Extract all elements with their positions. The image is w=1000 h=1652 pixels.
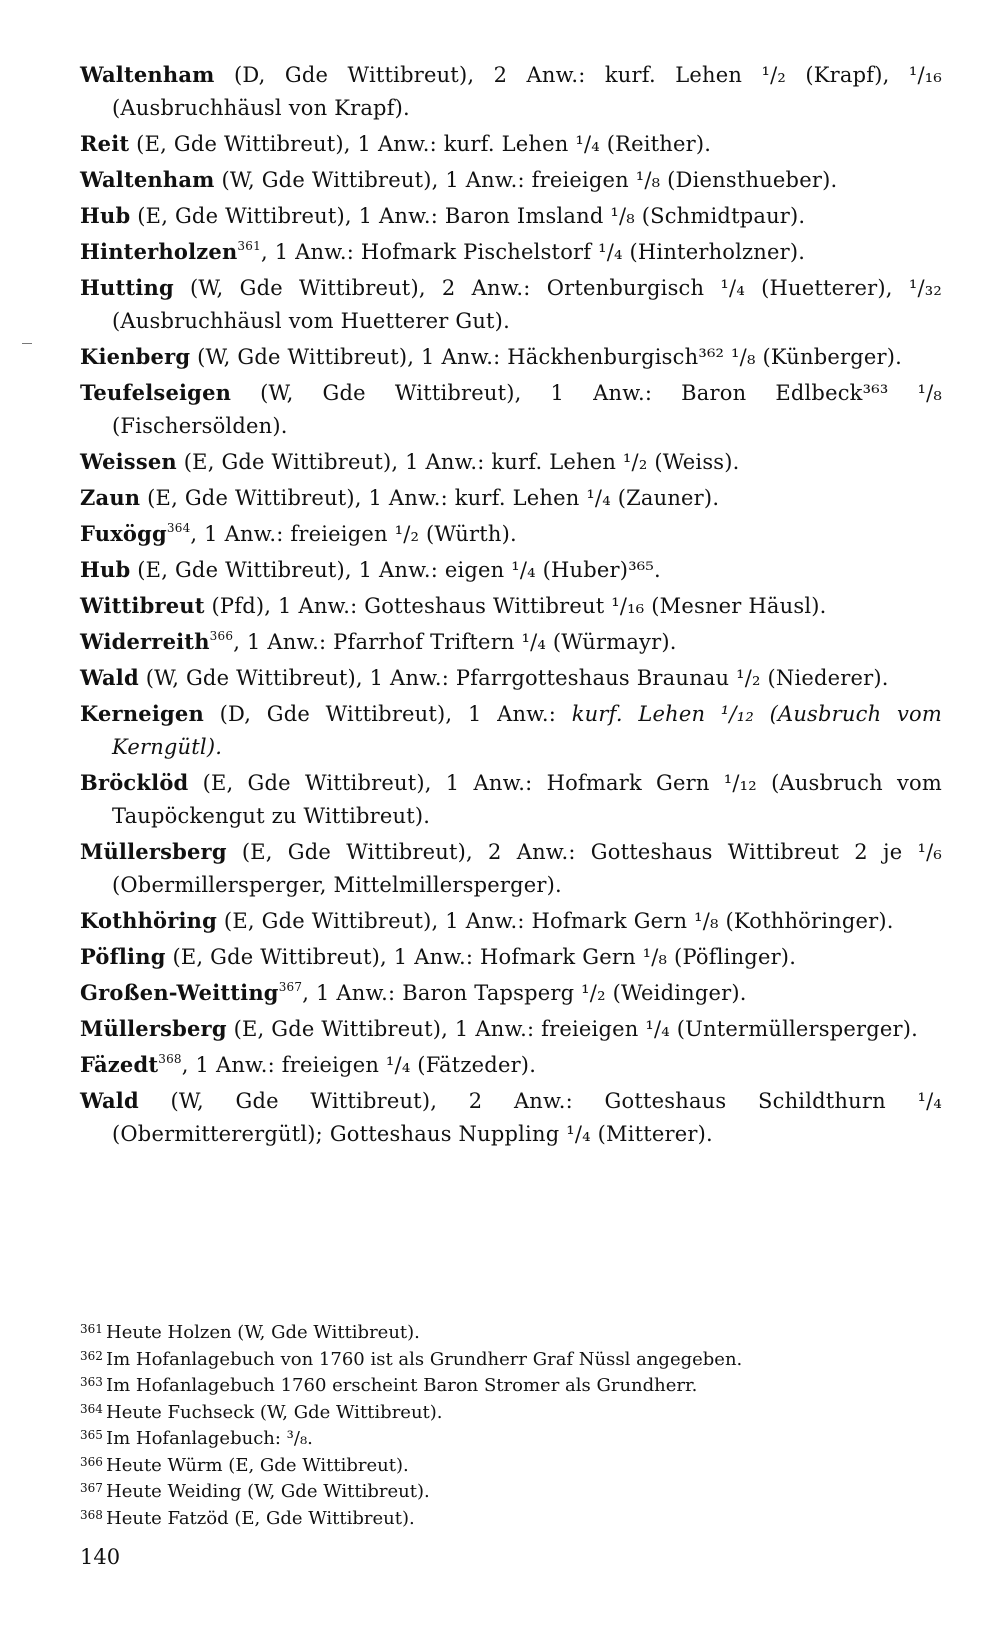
place-name: Müllersberg [80, 839, 227, 864]
entry-text: (E, Gde Wittibreut), 1 Anw.: Hofmark Gern ¹/₈ (Pöflinger). [165, 945, 797, 969]
entry-5 [80, 271, 942, 338]
entry-text: (E, Gde Wittibreut), 1 Anw.: eigen ¹/₄ (Huber)³⁶⁵. [130, 558, 661, 582]
entry-2 [80, 163, 942, 197]
place-name: Reit [80, 131, 130, 156]
entry-text: , 1 Anw.: Pfarrhof Triftern ¹/₄ (Würmayr). [233, 630, 677, 654]
place-name: Zaun [80, 485, 141, 510]
place-name: Großen-Weitting [80, 980, 279, 1005]
place-name: Hub [80, 203, 131, 228]
entry-12 [80, 589, 942, 623]
place-name: Waltenham [80, 167, 215, 192]
entry-10 [80, 517, 942, 551]
entry-text: (W, Gde Wittibreut), 2 Anw.: Gotteshaus Schildthurn ¹/₄ (Obermitterergütl); Gotteshaus Nuppling ¹/₄ (Mitterer). [112, 1089, 942, 1146]
entry-23 [80, 1084, 942, 1151]
place-name: Hinterholzen [80, 239, 238, 264]
place-name: Bröcklöd [80, 770, 189, 795]
footnote [80, 1345, 942, 1372]
entry-text: , 1 Anw.: freieigen ¹/₂ (Würth). [190, 522, 517, 546]
footnote-number: 363 [80, 1375, 103, 1389]
entry-text: , 1 Anw.: Baron Tapsperg ¹/₂ (Weidinger). [302, 981, 747, 1005]
place-name: Kienberg [80, 344, 191, 369]
entry-14 [80, 661, 942, 695]
place-name: Hutting [80, 275, 174, 300]
footnote-number: 367 [80, 1481, 103, 1495]
footnote-text: Heute Fatzöd (E, Gde Wittibreut). [106, 1507, 415, 1529]
entry-16 [80, 766, 942, 833]
footnote-ref: 366 [209, 629, 234, 643]
entry-text: (E, Gde Wittibreut), 2 Anw.: Gotteshaus Wittibreut 2 je ¹/₆ (Obermillersperger, Mittelmillersperger). [112, 840, 942, 897]
entry-text: (E, Gde Wittibreut), 1 Anw.: kurf. Lehen ¹/₂ (Weiss). [176, 450, 740, 474]
footnote [80, 1424, 942, 1451]
entry-text: (E, Gde Wittibreut), 1 Anw.: Hofmark Gern ¹/₁₂ (Ausbruch vom Taupöckengut zu Wittibreut). [112, 771, 942, 828]
entry-8 [80, 445, 942, 479]
footnote-text: Im Hofanlagebuch 1760 erscheint Baron Stromer als Grundherr. [106, 1375, 698, 1396]
entry-text: (E, Gde Wittibreut), 1 Anw.: Hofmark Gern ¹/₈ (Kothhöringer). [217, 909, 894, 933]
entry-text: (W, Gde Wittibreut), 1 Anw.: freieigen ¹/₈ (Diensthueber). [214, 168, 838, 192]
footnote-text: Heute Fuchseck (W, Gde Wittibreut). [106, 1401, 443, 1423]
footnote-ref: 367 [278, 980, 303, 994]
place-name: Fäzedt [80, 1052, 159, 1077]
entry-4 [80, 235, 942, 269]
entry-22 [80, 1048, 942, 1082]
entry-text: (D, Gde Wittibreut), 2 Anw.: kurf. Lehen ¹/₂ (Krapf), ¹/₁₆ (Ausbruchhäusl von Krapf). [112, 63, 942, 120]
margin-mark [22, 343, 32, 344]
footnote [80, 1451, 942, 1478]
entry-text: , 1 Anw.: Hofmark Pischelstorf ¹/₄ (Hinterholzner). [260, 240, 806, 264]
place-name: Fuxögg [80, 521, 167, 546]
place-name: Kothhöring [80, 908, 218, 933]
footnote-number: 364 [80, 1401, 103, 1416]
footnote [80, 1477, 942, 1504]
entry-7 [80, 376, 942, 443]
entry-text: (E, Gde Wittibreut), 1 Anw.: freieigen ¹/₄ (Untermüllersperger). [226, 1017, 919, 1041]
entry-15 [80, 697, 942, 764]
place-name: Hub [80, 557, 131, 582]
footnote [80, 1398, 942, 1425]
entry-text: , 1 Anw.: freieigen ¹/₄ (Fätzeder). [181, 1053, 537, 1077]
footnote-ref: 368 [158, 1052, 182, 1066]
entry-text: (W, Gde Wittibreut), 1 Anw.: Häckhenburgisch³⁶² ¹/₈ (Künberger). [190, 345, 902, 369]
place-name: Waltenham [80, 62, 215, 87]
entry-text: (Pfd), 1 Anw.: Gotteshaus Wittibreut ¹/₁₆ (Mesner Häusl). [204, 594, 827, 618]
entry-text: (W, Gde Wittibreut), 1 Anw.: Pfarrgotteshaus Braunau ¹/₂ (Niederer). [138, 666, 889, 690]
entry-text: (D, Gde Wittibreut), 1 Anw.: [203, 702, 572, 726]
entry-3 [80, 199, 942, 233]
entry-text: (E, Gde Wittibreut), 1 Anw.: kurf. Lehen ¹/₄ (Reither). [129, 132, 712, 156]
footnote-text: Heute Weiding (W, Gde Wittibreut). [106, 1481, 430, 1502]
entry-text: (W, Gde Wittibreut), 1 Anw.: Baron Edlbeck³⁶³ ¹/₈ (Fischersölden). [112, 381, 942, 438]
entry-11 [80, 553, 942, 587]
footnote-number: 361 [80, 1322, 103, 1336]
footnote-text: Im Hofanlagebuch: ³/₈. [106, 1428, 313, 1449]
entry-list [80, 58, 942, 1153]
footnote-number: 366 [80, 1454, 103, 1469]
footnote-number: 362 [80, 1348, 103, 1363]
place-name: Teufelseigen [80, 380, 232, 405]
entry-italic-text: kurf. Lehen ¹/₁₂ (Ausbruch vom Kerngütl). [112, 702, 942, 759]
footnote-number: 365 [80, 1428, 103, 1442]
entry-0 [80, 58, 942, 125]
place-name: Kerneigen [80, 701, 204, 726]
entry-6 [80, 340, 942, 374]
place-name: Widerreith [80, 629, 210, 654]
footnote-ref: 364 [166, 521, 191, 535]
entry-17 [80, 835, 942, 902]
place-name: Wald [80, 665, 139, 690]
place-name: Wittibreut [80, 593, 205, 618]
entry-1 [80, 127, 942, 161]
entry-18 [80, 904, 942, 938]
footnote-ref: 361 [237, 239, 261, 253]
footnote-text: Heute Holzen (W, Gde Wittibreut). [106, 1322, 420, 1343]
entry-9 [80, 481, 942, 515]
footnote-text: Heute Würm (E, Gde Wittibreut). [106, 1454, 409, 1476]
place-name: Müllersberg [80, 1016, 227, 1041]
page-number: 140 [80, 1545, 121, 1569]
place-name: Wald [80, 1088, 139, 1113]
entry-20 [80, 976, 942, 1010]
footnote-number: 368 [80, 1507, 103, 1522]
entry-19 [80, 940, 942, 974]
footnote-text: Im Hofanlagebuch von 1760 ist als Grundherr Graf Nüssl angegeben. [106, 1348, 743, 1370]
footnote [80, 1318, 942, 1345]
entry-13 [80, 625, 942, 659]
entry-text: (E, Gde Wittibreut), 1 Anw.: kurf. Lehen ¹/₄ (Zauner). [140, 486, 720, 510]
entry-text: (E, Gde Wittibreut), 1 Anw.: Baron Imsland ¹/₈ (Schmidtpaur). [130, 204, 806, 228]
entry-text: (W, Gde Wittibreut), 2 Anw.: Ortenburgisch ¹/₄ (Huetterer), ¹/₃₂ (Ausbruchhäusl vom Huetterer Gut). [112, 276, 942, 333]
place-name: Pöfling [80, 944, 166, 969]
entry-21 [80, 1012, 942, 1046]
place-name: Weissen [80, 449, 177, 474]
footnote [80, 1371, 942, 1398]
footnotes [80, 1318, 942, 1530]
footnote [80, 1504, 942, 1531]
